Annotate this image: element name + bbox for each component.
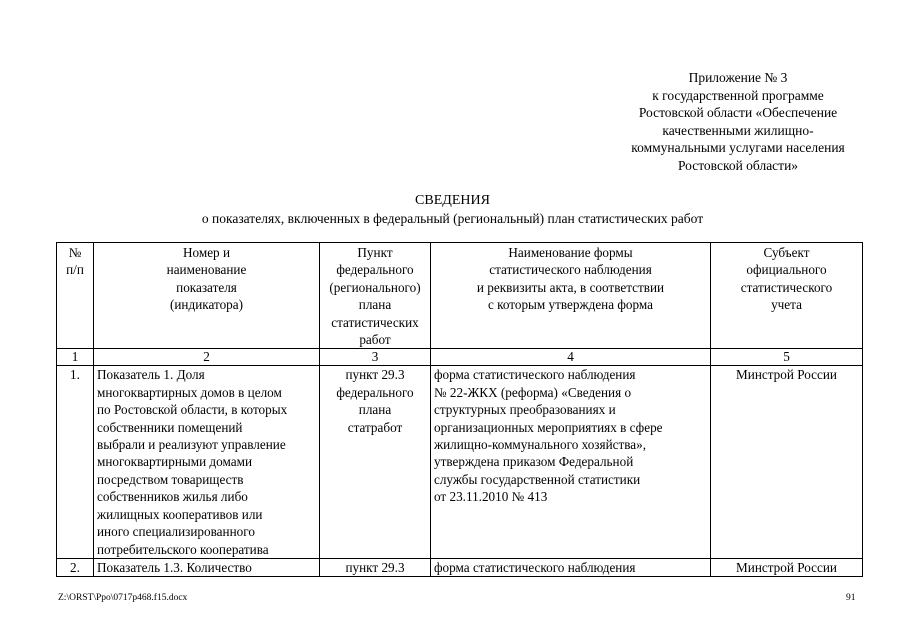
- document-subtitle: о показателях, включенных в федеральный (региональный) план статистических работ: [201, 211, 704, 226]
- form-line: службы государственной статистики: [434, 471, 641, 487]
- indicator-line: многоквартирных домов в целом: [97, 384, 282, 400]
- indicator-line: собственников жилья либо: [97, 489, 248, 505]
- table-row: [57, 366, 863, 558]
- header-num: [57, 243, 94, 349]
- header-text: Пункт: [357, 245, 393, 260]
- plan-item-cell: [320, 366, 431, 558]
- appendix-header: [598, 69, 878, 175]
- plan-item-line: статработ: [347, 419, 403, 435]
- plan-item-line: пункт 29.3: [345, 367, 405, 383]
- header-text: (регионального): [329, 279, 421, 295]
- indicator-line: Показатель 1. Доля: [97, 367, 205, 383]
- indicator-line: собственники помещений: [97, 419, 243, 435]
- column-number: 1: [57, 349, 94, 366]
- column-number: 3: [320, 349, 431, 366]
- table-row: [57, 558, 863, 576]
- indicator-line: посредством товариществ: [97, 471, 244, 487]
- header-text: Наименование формы: [508, 245, 633, 260]
- header-plan-item: [320, 243, 431, 349]
- row-number: 2.: [57, 558, 94, 576]
- indicator-line: иного специализированного: [97, 524, 255, 540]
- appendix-line: к государственной программе: [652, 87, 824, 103]
- column-number-row: [57, 349, 863, 366]
- header-text: №: [68, 245, 82, 260]
- header-text: работ: [359, 332, 391, 348]
- plan-item-line: федерального: [336, 384, 414, 400]
- header-text: статистических: [331, 314, 419, 330]
- document-title: СВЕДЕНИЯ: [415, 193, 490, 208]
- header-indicator: [94, 243, 320, 349]
- form-line: от 23.11.2010 № 413: [434, 489, 548, 505]
- subject-cell: Минстрой России: [711, 558, 863, 576]
- header-text: учета: [771, 297, 802, 313]
- indicator-line: выбрали и реализуют управление: [97, 437, 286, 453]
- appendix-line: качественными жилищно-: [662, 122, 814, 138]
- header-text: наименование: [166, 262, 247, 278]
- subject-cell: Минстрой России: [711, 366, 863, 558]
- indicator-cell: [94, 366, 320, 558]
- appendix-line: Ростовской области»: [677, 157, 799, 173]
- form-line: утверждена приказом Федеральной: [434, 454, 634, 470]
- header-text: статистического наблюдения: [489, 262, 652, 278]
- header-subject: [711, 243, 863, 349]
- plan-item-line: плана: [358, 402, 392, 418]
- header-text: (индикатора): [169, 297, 243, 313]
- form-line: форма статистического наблюдения: [434, 367, 636, 383]
- header-text: и реквизиты акта, в соответствии: [476, 279, 665, 295]
- form-cell: [431, 558, 711, 576]
- plan-item-line: пункт 29.3: [345, 559, 405, 575]
- footer-file-path: Z:\ORST\Ppo\0717p468.f15.docx: [58, 593, 188, 603]
- header-text: плана: [358, 297, 392, 313]
- form-line: структурных преобразованиях и: [434, 402, 616, 418]
- plan-item-cell: [320, 558, 431, 576]
- header-text: Номер и: [182, 245, 230, 260]
- form-line: организационных мероприятиях в сфере: [434, 419, 663, 435]
- header-form: [431, 243, 711, 349]
- form-cell: [431, 366, 711, 558]
- header-text: п/п: [66, 262, 84, 278]
- header-text: показателя: [176, 279, 237, 295]
- appendix-line: Ростовской области «Обеспечение: [638, 105, 838, 121]
- footer-page-number: 91: [846, 593, 856, 603]
- indicator-line: по Ростовской области, в которых: [97, 402, 288, 418]
- form-line: № 22-ЖКХ (реформа) «Сведения о: [434, 384, 632, 400]
- row-number: 1.: [57, 366, 94, 558]
- form-line: форма статистического наблюдения: [434, 559, 636, 575]
- appendix-line: коммунальными услугами населения: [631, 140, 845, 156]
- header-text: Субъект: [763, 245, 810, 260]
- header-text: официального: [746, 262, 827, 278]
- column-number: 5: [711, 349, 863, 366]
- form-line: жилищно-коммунального хозяйства»,: [434, 437, 647, 453]
- header-text: с которым утверждена форма: [487, 297, 654, 313]
- indicator-cell: [94, 558, 320, 576]
- appendix-line: Приложение № 3: [688, 70, 788, 85]
- indicator-line: Показатель 1.3. Количество: [97, 559, 252, 575]
- header-text: статистического: [740, 279, 833, 295]
- indicator-line: потребительского кооператива: [97, 541, 269, 557]
- indicator-line: многоквартирными домами: [97, 454, 252, 470]
- header-text: федерального: [336, 262, 414, 278]
- column-number: 4: [431, 349, 711, 366]
- table-header-row: [57, 243, 863, 349]
- column-number: 2: [94, 349, 320, 366]
- statistics-table: [56, 242, 863, 577]
- indicator-line: жилищных кооперативов или: [97, 506, 263, 522]
